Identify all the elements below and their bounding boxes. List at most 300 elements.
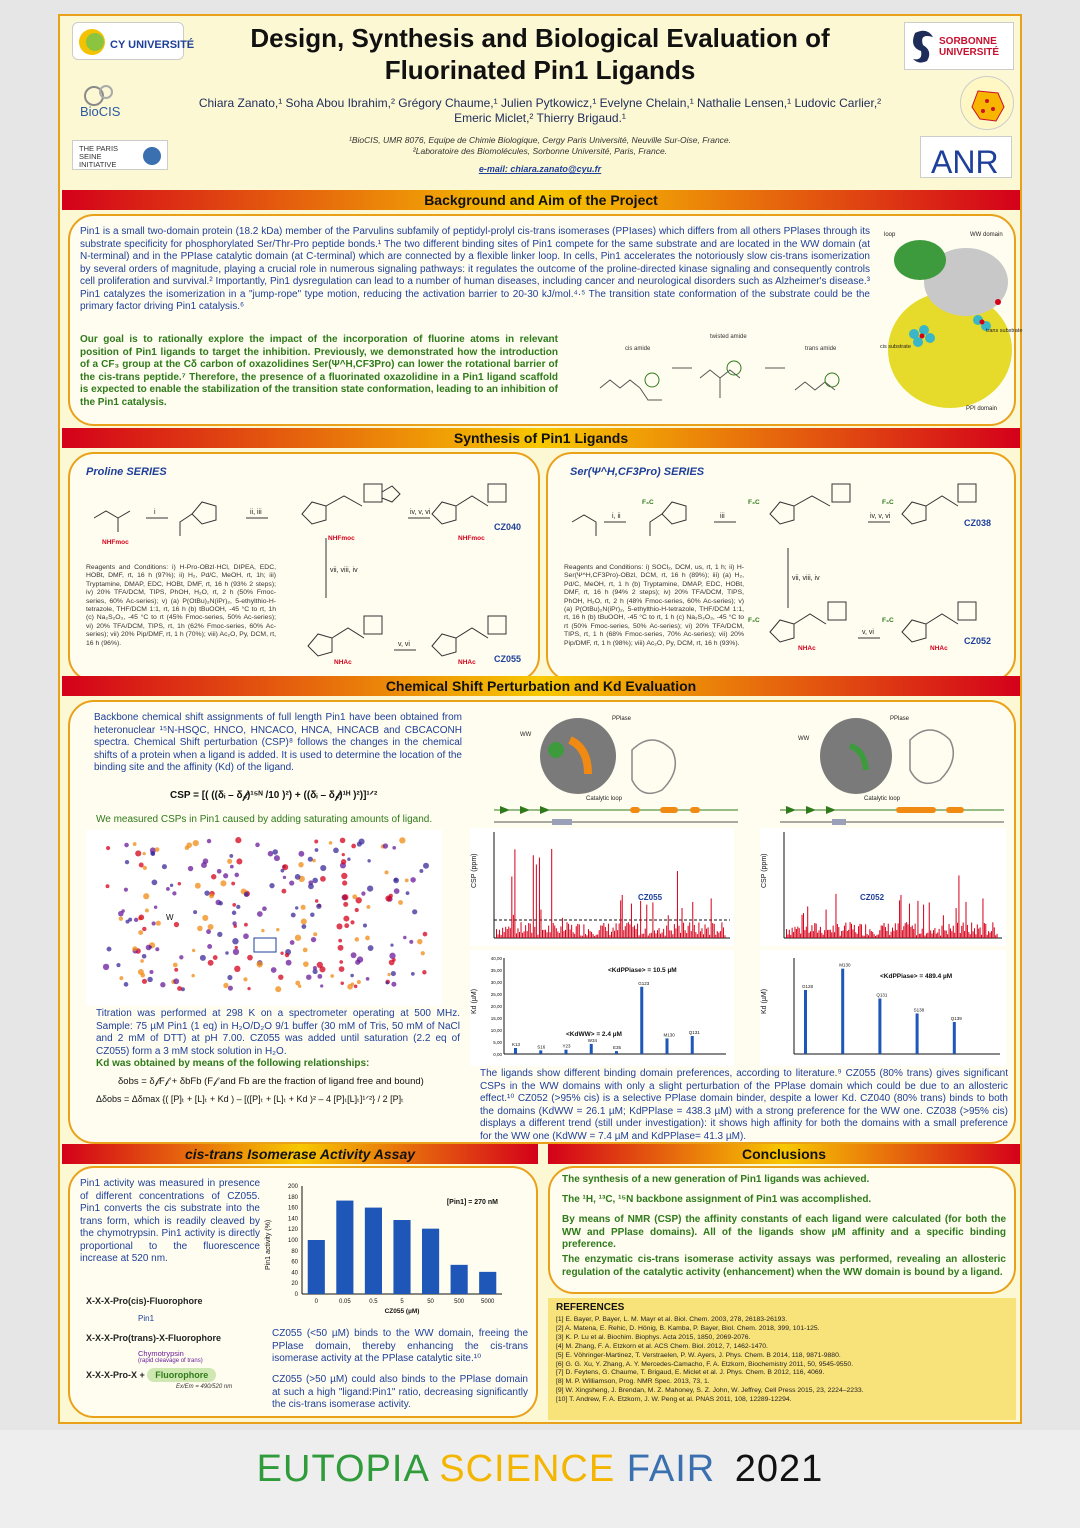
conclusions-box [548, 1166, 1016, 1294]
csp-bar [871, 931, 872, 938]
csp-bar [683, 923, 684, 938]
csp-bar [803, 913, 804, 938]
hsqc-peak [308, 883, 314, 889]
csp-bar [665, 936, 666, 938]
csp-bar [927, 933, 928, 938]
isomerization-scheme [570, 328, 870, 416]
hsqc-peak [295, 981, 300, 986]
assay-x-tick: 0.5 [369, 1299, 378, 1305]
hsqc-peak [295, 935, 301, 941]
reference-item: [6] G. G. Xu, Y. Zhang, A. Y. Mercedes-Camacho, F. A. Etzkorn, Biochemistry 2011, 50, 9545-9550. [556, 1360, 854, 1368]
csp-bar [917, 901, 918, 938]
assay-bar [479, 1272, 496, 1294]
kd-ylabel-left: Kd (µM) [471, 988, 478, 1014]
twisted-amide-label: twisted amide [710, 334, 747, 340]
csp-bar [677, 871, 678, 938]
hsqc-peak [423, 932, 428, 937]
csp-bar [573, 932, 574, 938]
csp-bar [946, 931, 947, 938]
title-line-2: Fluorinated Pin1 Ligands [384, 55, 696, 85]
scheme-pin1: Pin1 [138, 1314, 155, 1323]
hsqc-peak [398, 900, 403, 905]
hsqc-peak [391, 971, 396, 976]
hsqc-peak [244, 923, 248, 927]
assay-x-tick: 5000 [481, 1299, 495, 1305]
assay-bar [365, 1208, 382, 1294]
csp-bar [885, 927, 886, 938]
hsqc-peak [387, 973, 390, 976]
svg-text:NHFmoc: NHFmoc [102, 539, 129, 546]
csp-bar [639, 935, 640, 938]
csp-bar [811, 925, 812, 938]
poster-title [190, 22, 890, 86]
csp-bar [867, 934, 868, 938]
csp-bar [995, 935, 996, 938]
hsqc-peak [391, 982, 396, 987]
conclusion-1: The synthesis of a new generation of Pin1 ligands was achieved. [562, 1174, 870, 1185]
csp-bar [861, 924, 862, 938]
hsqc-peak [351, 844, 356, 849]
csp-bar [603, 923, 604, 938]
csp-bar [915, 924, 916, 938]
csp-bar [816, 924, 817, 938]
csp-bar [623, 930, 624, 938]
svg-text:F₃C: F₃C [882, 617, 894, 624]
hsqc-peak [227, 859, 232, 864]
csp-bar [669, 930, 670, 938]
hsqc-peak [124, 888, 128, 892]
assay-y-tick: 160 [287, 1205, 298, 1212]
hsqc-peak [399, 837, 405, 843]
csp-bar [857, 934, 858, 938]
ser-step-iii: iii [720, 513, 725, 520]
cz055-plot-label: CZ055 [638, 893, 663, 902]
csp-bar [874, 934, 875, 938]
hsqc-peak [143, 852, 146, 855]
footer-fair: FAIR [626, 1448, 716, 1490]
conclusion-4: The enzymatic cis-trans isomerase activity assays was performed, revealing an allosteric regulation of the catalytic activity (enhancement) when the WW domain is bound by a ligand. [562, 1254, 1006, 1278]
csp-box [68, 700, 1016, 1144]
scheme-product: X-X-X-Pro-X + [86, 1370, 145, 1380]
csp-bar [900, 895, 901, 938]
csp-bar [898, 923, 899, 938]
hsqc-peak [393, 878, 399, 884]
hsqc-peak [276, 928, 279, 931]
hsqc-peak [330, 974, 334, 978]
hsqc-peak [173, 978, 179, 984]
assay-y-tick: 80 [291, 1248, 298, 1255]
csp-bar [652, 902, 653, 938]
hsqc-peak [225, 951, 229, 955]
hsqc-peak [409, 940, 413, 944]
hsqc-peak [389, 953, 395, 959]
csp-bar [697, 934, 698, 938]
hsqc-spectrum [86, 830, 442, 1006]
csp-bar [666, 926, 667, 938]
assay-y-tick: 40 [291, 1270, 298, 1277]
csp-bar [698, 923, 699, 938]
pin1-structure-image [878, 222, 1023, 418]
csp-bar [888, 924, 889, 938]
hsqc-peak [247, 987, 250, 990]
csp-bar [643, 934, 644, 938]
csp-bar [682, 908, 683, 938]
csp-bar [944, 930, 945, 938]
hsqc-peak [311, 937, 316, 942]
csp-bar [987, 935, 988, 938]
hsqc-peak [143, 866, 147, 870]
assay-bar-chart [262, 1178, 516, 1324]
csp-bar [804, 930, 805, 938]
assay-bar [336, 1201, 353, 1294]
hsqc-peak [152, 880, 158, 886]
hsqc-peak [333, 848, 339, 854]
hsqc-peak [262, 906, 267, 911]
compound-cz052: CZ052 [964, 636, 992, 646]
csp-bar [695, 932, 696, 938]
csp-bar [560, 926, 561, 938]
biocis-text: BioCIS [80, 104, 121, 119]
kd-plot-right [760, 950, 1006, 1066]
ser-step-v-vi: v, vi [862, 629, 874, 636]
csp-bar [903, 926, 904, 938]
csp-bar [521, 922, 522, 938]
hsqc-peak [390, 944, 393, 947]
hsqc-peak [329, 841, 333, 845]
hsqc-peak [295, 874, 301, 880]
kd-bar [691, 1036, 694, 1054]
hsqc-peak [320, 984, 323, 987]
hsqc-peak [268, 851, 274, 857]
svg-text:F₃C: F₃C [642, 499, 654, 506]
csp-bar [531, 933, 532, 938]
hsqc-peak [147, 977, 152, 982]
csp-bar [933, 930, 934, 938]
csp-bar [694, 925, 695, 938]
hsqc-peak [356, 897, 362, 903]
hsqc-peak [272, 849, 277, 854]
hsqc-peak [308, 857, 313, 862]
csp-bar [668, 915, 669, 938]
csp-bar [659, 928, 660, 938]
csp-bar [649, 933, 650, 938]
hsqc-peak [310, 913, 314, 917]
csp-bar [985, 924, 986, 938]
assay-result-1: CZ055 (<50 µM) binds to the WW domain, freeing the PPlase domain, thereby enhancing the cis-trans isomerase activity at the PPlase catalytic site.¹⁰ [272, 1328, 528, 1364]
hsqc-peak [355, 937, 359, 941]
hsqc-peak [235, 946, 238, 949]
csp-bar [714, 924, 715, 938]
csp-bar [660, 934, 661, 938]
sorbonne-logo [904, 22, 1014, 70]
csp-bar [824, 930, 825, 938]
hsqc-peak [160, 982, 165, 987]
csp-bar [645, 929, 646, 938]
csp-bar [600, 925, 601, 938]
hsqc-peak [301, 924, 306, 929]
hsqc-peak [365, 936, 370, 941]
hsqc-peak [343, 916, 349, 922]
hsqc-peak [134, 918, 138, 922]
csp-bar [835, 894, 836, 938]
titration-text: Titration was performed at 298 K on a spectrometer operating at 500 MHz. Sample: 75 µM Pin1 (1 eq) in H₂O/D₂O 9/1 buffer (30 mM of Tris, 50 mM of NaCl and 2 mM of DTT) at pH 7.00. CZ055 was added until saturation (2.2 eq of CZ055) form a 3 mM stock solution in H₂O. [96, 1008, 460, 1057]
references-title: REFERENCES [556, 1302, 625, 1313]
step-v-vi: v, vi [398, 641, 410, 648]
step-i: i [154, 509, 156, 516]
kd-ylabel-right: Kd (µM) [761, 988, 768, 1014]
assay-x-tick: 500 [454, 1299, 465, 1305]
hsqc-peak [351, 952, 357, 958]
csp-bar [577, 924, 578, 938]
conclusion-3: By means of NMR (CSP) the affinity constants of each ligand were calculated (for both the WW and PPlase domains). All of the ligands show µM affinity and a specific binding preference. [562, 1214, 1006, 1250]
hsqc-peak [217, 932, 222, 937]
csp-bar [498, 934, 499, 938]
csp-bar [591, 932, 592, 938]
hsqc-peak [209, 893, 214, 898]
csp-bar [700, 931, 701, 938]
csp-bar [970, 934, 971, 938]
kd-bar-label: K13 [512, 1042, 521, 1047]
kd-bar [841, 969, 844, 1054]
csp-bar [685, 930, 686, 938]
cz052-plot-label: CZ052 [860, 893, 885, 902]
kd-line: Kd was obtained by means of the following relationships: [96, 1058, 370, 1069]
hsqc-peak [230, 865, 234, 869]
csp-bar [508, 927, 509, 938]
hsqc-peak [367, 885, 373, 891]
hsqc-peak [392, 958, 396, 962]
cis-substrate-label: cis substrate [880, 344, 911, 350]
hsqc-peak [280, 952, 283, 955]
ww-label-2: WW [798, 736, 810, 742]
hsqc-peak [201, 862, 207, 868]
csp-bar [609, 935, 610, 938]
csp-bar [586, 935, 587, 938]
csp-bar [851, 924, 852, 938]
hsqc-peak [366, 977, 370, 981]
hsqc-peak [193, 910, 197, 914]
hsqc-peak [229, 854, 233, 858]
csp-bar [712, 923, 713, 938]
csp-bar [574, 934, 575, 938]
ser-step-iv-v-vi: iv, v, vi [870, 513, 891, 520]
hsqc-peak [289, 880, 294, 885]
hsqc-peak [275, 986, 281, 992]
csp-bar [527, 931, 528, 938]
csp-bar [705, 924, 706, 938]
csp-bar [936, 934, 937, 938]
assay-box [68, 1166, 538, 1418]
hsqc-peak [383, 843, 388, 848]
ww-domain-label: WW domain [970, 232, 1003, 238]
hsqc-peak [200, 955, 206, 961]
csp-bar [965, 902, 966, 938]
kd-y-tick: 0,00 [493, 1052, 502, 1057]
hsqc-peak [341, 859, 346, 864]
csp-bar [565, 930, 566, 938]
csp-bar [576, 926, 577, 938]
reference-item: [7] D. Feytens, G. Chaume, T. Brigaud, E. Miclet et al. J. Phys. Chem. B 2012, 116, 4069. [556, 1369, 825, 1377]
biocis-logo [72, 74, 132, 124]
hsqc-peak [291, 913, 296, 918]
csp-bar [499, 930, 500, 938]
scheme-substrate-trans: X-X-X-Pro(trans)-X-Fluorophore [86, 1333, 221, 1343]
csp-bar [968, 932, 969, 938]
hsqc-peak [244, 892, 249, 897]
hsqc-peak [338, 939, 342, 943]
hsqc-peak [357, 980, 361, 984]
authors: Chiara Zanato,¹ Soha Abou Ibrahim,² Grégory Chaume,¹ Julien Pytkowicz,¹ Evelyne Chelain,¹ Nathalie Lensen,¹ Ludovic Carlier,² Emeric Miclet,² Thierry Brigaud.¹ [198, 96, 882, 125]
svg-text:NHAc: NHAc [458, 659, 476, 666]
hsqc-peak [223, 873, 228, 878]
hsqc-peak [139, 863, 144, 868]
csp-bar [640, 901, 641, 938]
hsqc-peak [186, 842, 192, 848]
csp-bar [580, 935, 581, 938]
csp-bar [553, 923, 554, 938]
csp-bar [850, 922, 851, 938]
cis-amide-label: cis amide [625, 346, 651, 352]
footer-eutopia: EUTOPIA [256, 1448, 428, 1490]
hsqc-peak [170, 884, 173, 887]
hsqc-peak [342, 880, 347, 885]
hsqc-peak [278, 974, 283, 979]
assay-x-tick: 50 [427, 1299, 434, 1305]
csp-bar [932, 934, 933, 938]
csp-bar [522, 933, 523, 938]
csp-bar [960, 933, 961, 938]
csp-bar [588, 929, 589, 938]
hsqc-peak [343, 902, 348, 907]
csp-bar [864, 936, 865, 938]
kd-bar-label: M130 [663, 1032, 675, 1038]
csp-bar [611, 932, 612, 938]
csp-bar [703, 934, 704, 938]
hsqc-peak [172, 891, 176, 895]
hsqc-peak [143, 893, 149, 899]
csp-bar [793, 932, 794, 938]
background-paragraph-2: Our goal is to rationally explore the impact of the incorporation of fluorine atoms in relevant position of Pin1 ligands to target the inhibition. Previously, we demonstrated how the introduction of a CF₃ group at the Cδ carbon of oxazolidines Ser(Ψ^H,CF3Pro) can lower the rotational barrier of the cis-trans peptide.⁷ Therefore, the presence of a fluorinated oxazolidine in a Pin1 ligand scaffold is expected to enable the stabilization of the transition state conformation, leading to an inhibition of the Pin1 catalysis. [80, 334, 558, 408]
csp-bar [929, 902, 930, 938]
csp-bar [628, 922, 629, 938]
hsqc-peak [213, 955, 218, 960]
catalytic-loop-label: Catalytic loop [586, 796, 623, 802]
csp-bar [974, 928, 975, 938]
domain-ribbon-right [776, 804, 1008, 828]
hsqc-peak [193, 840, 199, 846]
csp-bar [908, 924, 909, 938]
assay-bar [308, 1240, 325, 1294]
csp-bar [806, 927, 807, 938]
csp-bar [981, 935, 982, 938]
csp-bar [680, 933, 681, 938]
csp-bar [872, 932, 873, 938]
csp-bar [792, 928, 793, 938]
csp-bar [651, 933, 652, 938]
csp-bar [536, 864, 537, 938]
csp-bar [648, 936, 649, 938]
reference-item: [2] A. Matena, E. Rehic, D. Hönig, B. Kamba, P. Bayer, Biol. Chem. 2018, 399, 101-125. [556, 1324, 820, 1332]
hsqc-peak [119, 916, 123, 920]
kd-y-tick: 25,00 [490, 992, 502, 997]
kd-bar-label: Y23 [562, 1043, 571, 1049]
csp-summary: The ligands show different binding domain preferences, according to literature.⁹ CZ055 (80% trans) gives significant CSPs in the WW domains with only a slight perturbation of the PPlase domain which could be due to an allosteric effect.¹⁰ CZ052 (>95% cis) is a selective PPlase domain binder, despite a lower Kd. CZ040 (80% trans) binds to both the domains (KdWW = 26.1 µM; KdPPlase = 438.3 µM) with a strong preference for the WW one. CZ038 (>95% cis) displays a different trend (still under investigation): it shows high affinity for both the domains with a small preference for the WW one (KdWW = 7.4 µM and KdPPlase= 41.3 µM). [480, 1068, 1008, 1142]
references-list [556, 1316, 1008, 1405]
csp-bar [718, 933, 719, 938]
compound-cz055: CZ055 [494, 654, 522, 664]
csp-bar [997, 934, 998, 938]
hsqc-peak [419, 869, 423, 873]
csp-bar [514, 849, 515, 938]
section-banner-conclusions: Conclusions [548, 1144, 1020, 1164]
csp-bar [585, 934, 586, 938]
csp-bar [878, 934, 879, 938]
contact-email[interactable]: e-mail: chiara.zanato@cyu.fr [478, 164, 602, 174]
synthesis-proline-box [68, 452, 540, 682]
kd-bar [615, 1051, 618, 1054]
csp-bar [519, 932, 520, 938]
hsqc-peak [367, 859, 370, 862]
ser-step-vii-viii-iv: vii, viii, iv [792, 575, 820, 582]
csp-bar [891, 932, 892, 938]
hsqc-peak [298, 851, 304, 857]
title-line-1: Design, Synthesis and Biological Evaluation of [250, 23, 830, 53]
csp-bar [504, 932, 505, 938]
csp-bar [823, 935, 824, 938]
hsqc-peak [354, 984, 358, 988]
affiliation-1: ¹BioCIS, UMR 8076, Equipe de Chimie Biologique, Cergy Paris Université, Neuville Sur-Oise, France. [348, 135, 732, 145]
step-vii-viii-iv: vii, viii, iv [330, 567, 358, 574]
kd-y-tick: 30,00 [490, 980, 502, 985]
hsqc-peak [285, 953, 289, 957]
hsqc-peak [315, 899, 319, 903]
hsqc-peak [232, 903, 236, 907]
hsqc-peak [207, 839, 211, 843]
hsqc-peak [197, 926, 203, 932]
hsqc-peak [344, 923, 349, 928]
csp-bar [570, 929, 571, 938]
csp-bar [786, 929, 787, 938]
assay-y-tick: 0 [294, 1292, 298, 1298]
kd-bar-label: G128 [802, 984, 814, 989]
csp-bar [556, 928, 557, 938]
csp-bar [990, 933, 991, 938]
csp-bar [510, 928, 511, 938]
csp-bar [926, 933, 927, 938]
hsqc-peak [231, 882, 235, 886]
hsqc-peak [363, 924, 367, 928]
hsqc-peak [256, 961, 262, 967]
affiliation-2: ²Laboratoire des Biomolécules, Sorbonne Université, Paris, France. [412, 146, 668, 156]
kd-bar [565, 1050, 568, 1054]
csp-bar [865, 924, 866, 938]
hsqc-peak [202, 915, 208, 921]
csp-bar [893, 931, 894, 938]
hsqc-peak [313, 932, 317, 936]
hsqc-peak [138, 969, 144, 975]
hsqc-peak [283, 876, 286, 879]
hsqc-peak [121, 909, 124, 912]
csp-bar [547, 932, 548, 938]
assay-y-tick: 60 [291, 1259, 298, 1266]
kd-bar [878, 999, 881, 1054]
kd-ppiase-annotation-left: <KdPPiase> = 10.5 µM [608, 967, 677, 974]
kd-bar [804, 990, 807, 1054]
csp-measured: We measured CSPs in Pin1 caused by adding saturating amounts of ligand. [96, 814, 433, 825]
scheme-substrate-cis: X-X-X-Pro(cis)-Fluorophore [86, 1296, 203, 1306]
csp-bar [953, 926, 954, 938]
hsqc-peak [107, 947, 112, 952]
